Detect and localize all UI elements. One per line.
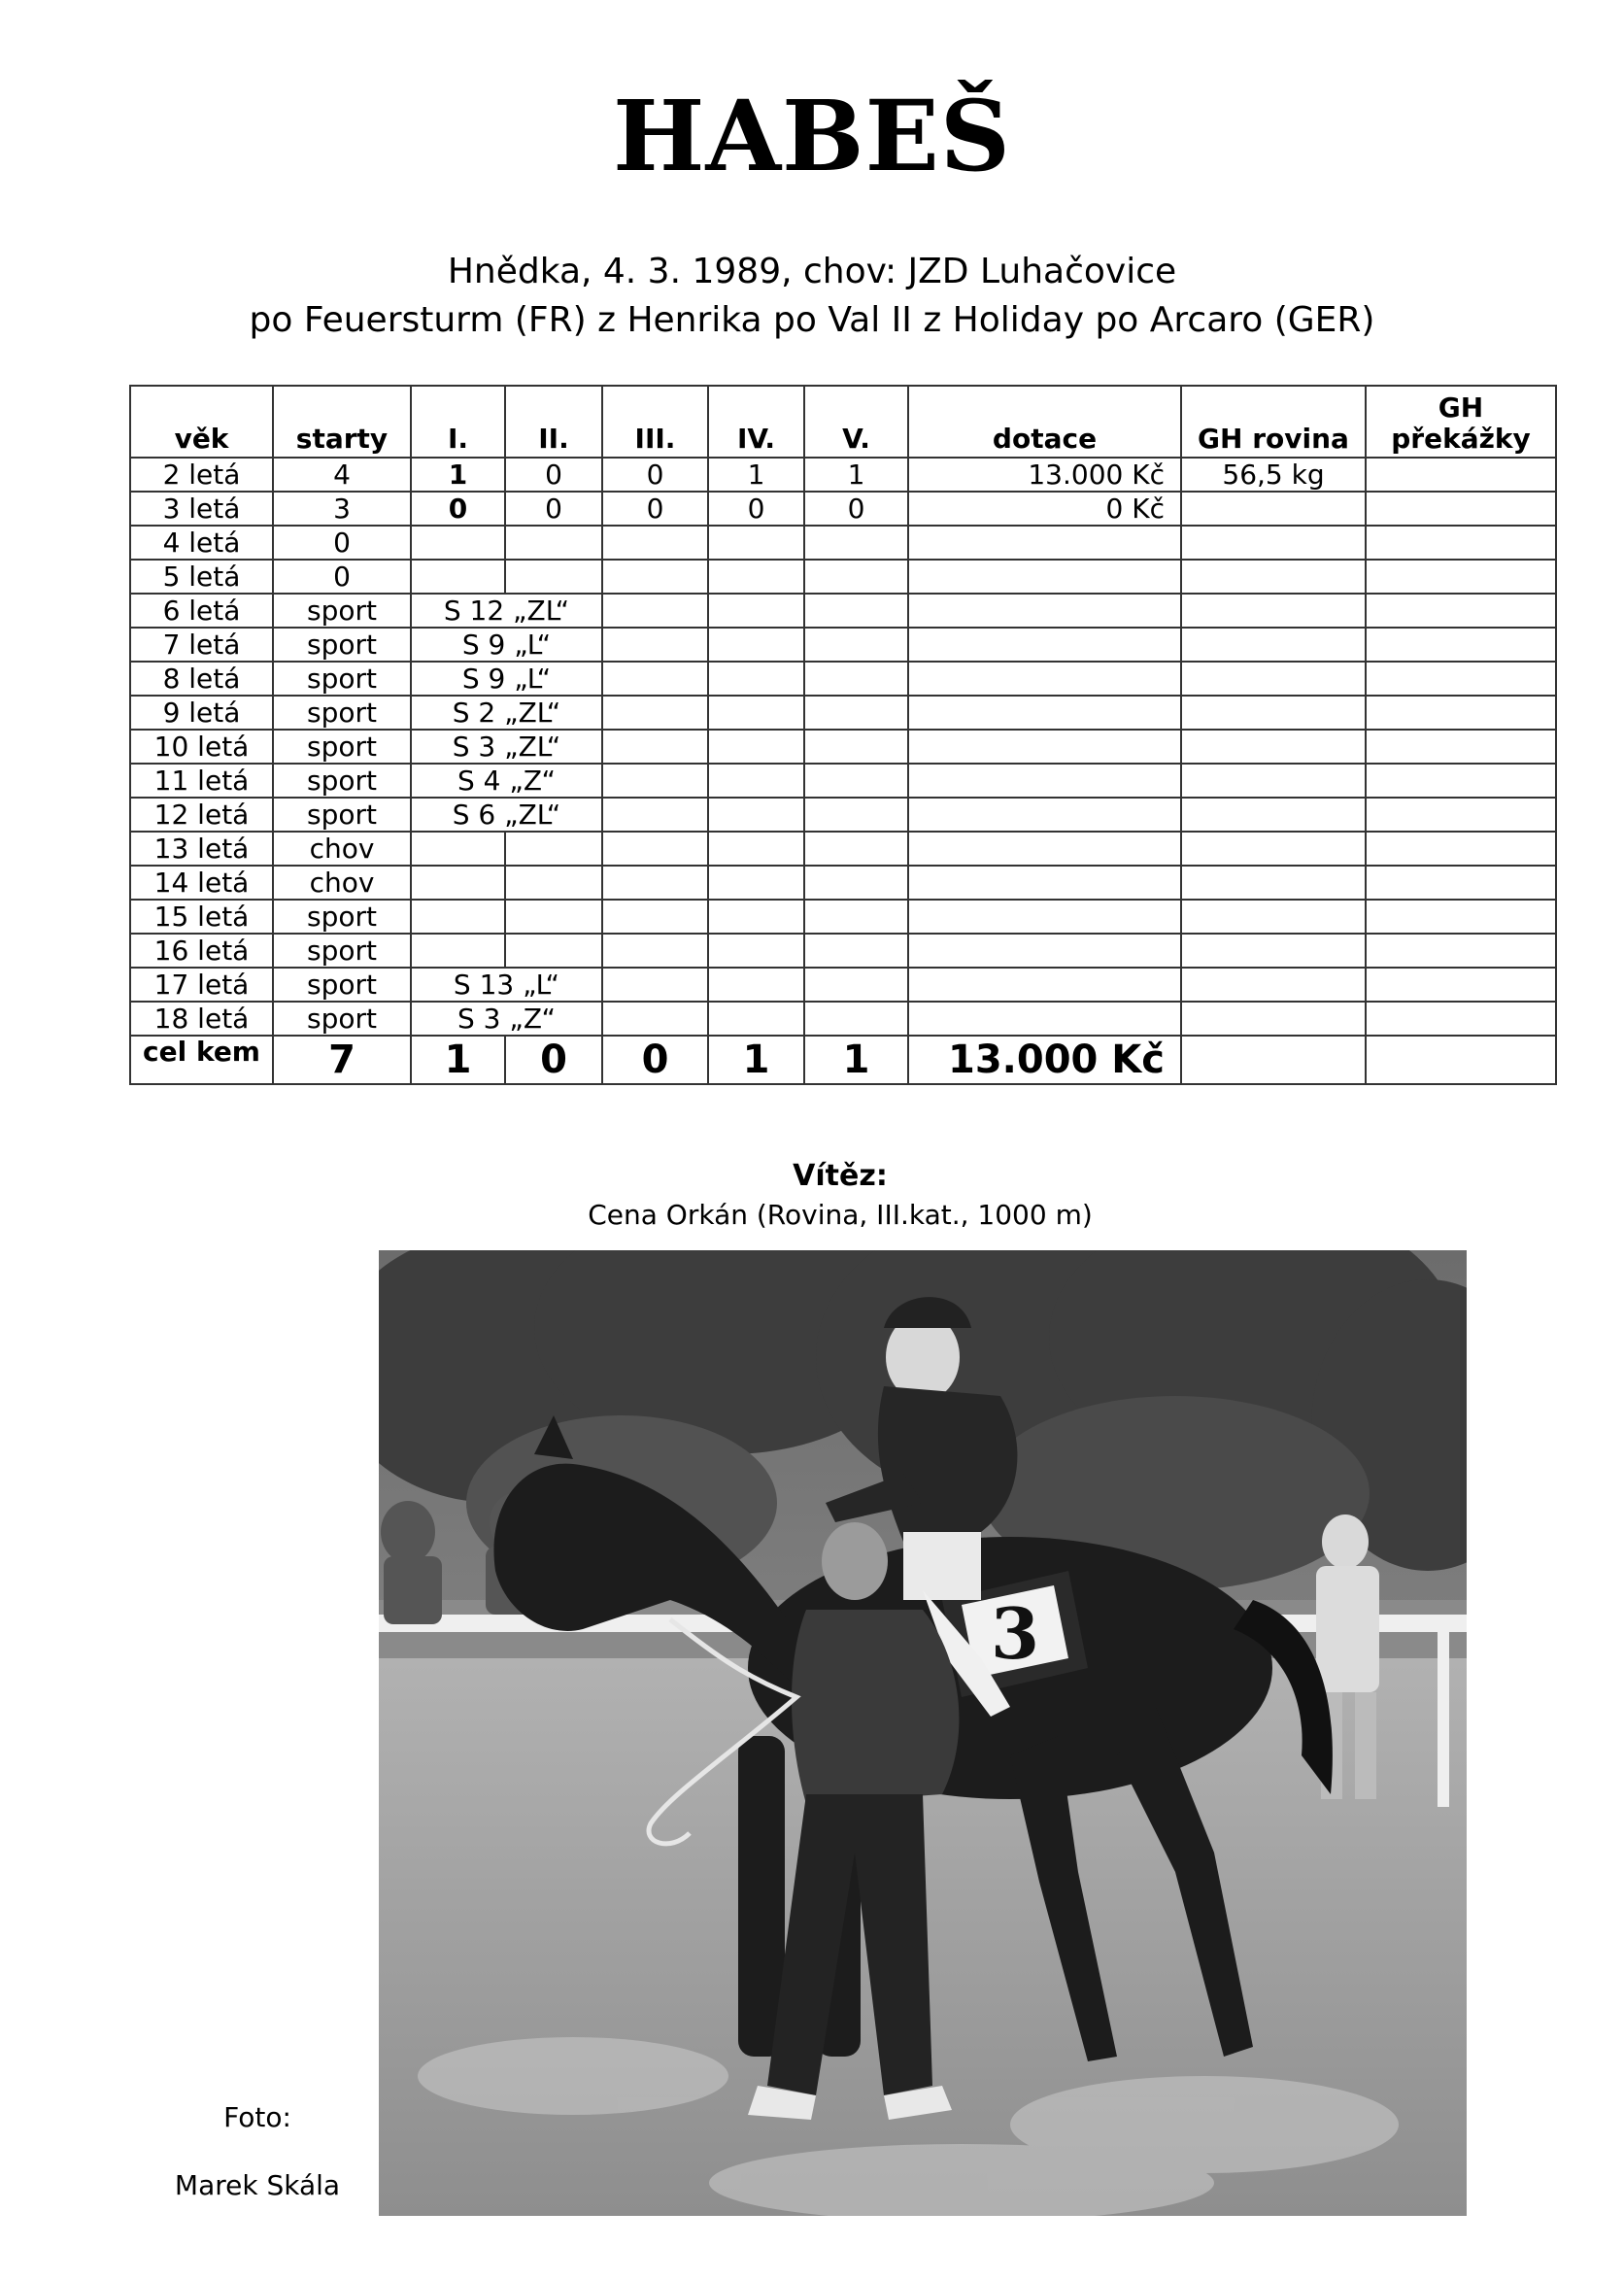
table-row [130,492,1556,526]
cell-place-5 [804,900,908,934]
winner-race: Cena Orkán (Rovina, III.kat., 1000 m) [588,1199,1093,1231]
header-gh-rovina: GH rovina [1181,386,1366,458]
total-label: cel kem [130,1036,273,1084]
total-gh-flat [1181,1036,1366,1084]
cell-place-3 [602,900,708,934]
cell-starts: sport [273,968,411,1002]
cell-place-2 [505,560,602,594]
cell-place-5 [804,866,908,900]
total-place-3: 0 [602,1036,708,1084]
cell-prize [908,560,1181,594]
cell-gh-flat: 56,5 kg [1181,458,1366,492]
cell-sport-result: S 9 „L“ [411,628,602,662]
cell-place-3 [602,934,708,968]
cell-gh-flat [1181,866,1366,900]
total-gh-jump [1366,1036,1556,1084]
cell-age: 4 letá [130,526,273,560]
cell-empty [602,968,708,1002]
table-row [130,662,1556,696]
cell-prize [908,900,1181,934]
cell-starts: 3 [273,492,411,526]
table-header-row [130,386,1556,458]
cell-prize [908,662,1181,696]
cell-empty [708,662,804,696]
cell-prize [908,696,1181,730]
cell-gh-jump [1366,662,1556,696]
cell-place-4 [708,526,804,560]
cell-age: 16 letá [130,934,273,968]
cell-empty [708,594,804,628]
cell-prize [908,526,1181,560]
cell-place-2 [505,866,602,900]
cell-place-5 [804,526,908,560]
cell-place-4 [708,560,804,594]
cell-empty [804,1002,908,1036]
cell-place-2 [505,934,602,968]
header-dotace: dotace [908,386,1181,458]
cell-age: 13 letá [130,832,273,866]
cell-sport-result: S 13 „L“ [411,968,602,1002]
cell-starts: sport [273,900,411,934]
cell-prize [908,798,1181,832]
cell-gh-flat [1181,798,1366,832]
cell-empty [602,764,708,798]
header-place-5: V. [804,386,908,458]
cell-empty [602,696,708,730]
cell-empty [804,594,908,628]
table-row [130,458,1556,492]
cell-age: 8 letá [130,662,273,696]
cell-starts: sport [273,764,411,798]
cell-gh-jump [1366,866,1556,900]
header-gh-prekazky: GH překážky [1366,386,1556,458]
pedigree: po Feuersturm (FR) z Henrika po Val II z Holiday po Arcaro (GER) [249,300,1375,340]
cell-sport-result: S 3 „Z“ [411,1002,602,1036]
table-row [130,968,1556,1002]
cell-gh-jump [1366,764,1556,798]
table-row [130,764,1556,798]
cell-starts: sport [273,934,411,968]
cell-place-2 [505,832,602,866]
cell-age: 18 letá [130,1002,273,1036]
cell-gh-flat [1181,900,1366,934]
cell-empty [602,730,708,764]
cell-prize [908,866,1181,900]
cell-gh-jump [1366,458,1556,492]
cell-place-2 [505,900,602,934]
total-starts: 7 [273,1036,411,1084]
table-body [130,458,1556,1084]
cell-starts: chov [273,866,411,900]
cell-empty [804,968,908,1002]
cell-place-1 [411,832,505,866]
cell-place-1 [411,866,505,900]
cell-empty [708,764,804,798]
header-place-3: III. [602,386,708,458]
cell-place-3: 0 [602,492,708,526]
cell-age: 2 letá [130,458,273,492]
cell-gh-jump [1366,900,1556,934]
cell-place-1 [411,526,505,560]
cell-empty [804,662,908,696]
total-prize: 13.000 Kč [908,1036,1181,1084]
header-starty: starty [273,386,411,458]
cell-gh-jump [1366,968,1556,1002]
cell-gh-flat [1181,764,1366,798]
cell-gh-jump [1366,832,1556,866]
cell-place-5: 0 [804,492,908,526]
cell-place-4: 1 [708,458,804,492]
cell-age: 6 letá [130,594,273,628]
cell-gh-jump [1366,934,1556,968]
cell-place-4: 0 [708,492,804,526]
cell-age: 14 letá [130,866,273,900]
cell-gh-flat [1181,1002,1366,1036]
cell-prize [908,968,1181,1002]
cell-place-4 [708,900,804,934]
cell-age: 17 letá [130,968,273,1002]
cell-place-4 [708,866,804,900]
cell-empty [708,730,804,764]
cell-empty [602,1002,708,1036]
cell-sport-result: S 3 „ZL“ [411,730,602,764]
cell-empty [602,662,708,696]
cell-place-2 [505,526,602,560]
cell-prize [908,832,1181,866]
table-row [130,594,1556,628]
cell-gh-flat [1181,628,1366,662]
table-row [130,628,1556,662]
cell-place-3: 0 [602,458,708,492]
cell-age: 5 letá [130,560,273,594]
cell-empty [804,628,908,662]
cell-gh-flat [1181,968,1366,1002]
cell-place-4 [708,832,804,866]
header-vek: věk [130,386,273,458]
cell-place-4 [708,934,804,968]
results-table [129,385,1557,1085]
cell-gh-jump [1366,526,1556,560]
cell-sport-result: S 9 „L“ [411,662,602,696]
cell-starts: sport [273,628,411,662]
cell-empty [602,594,708,628]
cell-place-3 [602,560,708,594]
cell-starts: sport [273,594,411,628]
table-row [130,730,1556,764]
cell-age: 10 letá [130,730,273,764]
cell-starts: chov [273,832,411,866]
cell-starts: sport [273,798,411,832]
cell-place-1: 0 [411,492,505,526]
cell-gh-flat [1181,696,1366,730]
saddle-number: 3 [990,1592,1040,1675]
cell-gh-flat [1181,526,1366,560]
cell-empty [804,798,908,832]
header-place-4: IV. [708,386,804,458]
cell-gh-flat [1181,662,1366,696]
total-place-5: 1 [804,1036,908,1084]
table-row [130,798,1556,832]
table-row [130,934,1556,968]
total-place-2: 0 [505,1036,602,1084]
table-row [130,1002,1556,1036]
cell-prize [908,934,1181,968]
cell-starts: sport [273,696,411,730]
horse-photo [379,1250,1467,2216]
cell-empty [804,696,908,730]
cell-place-3 [602,866,708,900]
cell-place-3 [602,832,708,866]
table-row [130,560,1556,594]
cell-gh-jump [1366,798,1556,832]
photo-credit-name: Marek Skála [174,2169,341,2201]
cell-starts: sport [273,1002,411,1036]
cell-sport-result: S 12 „ZL“ [411,594,602,628]
cell-empty [804,764,908,798]
cell-sport-result: S 6 „ZL“ [411,798,602,832]
photo-credit-label: Foto: [223,2101,291,2133]
cell-place-5: 1 [804,458,908,492]
cell-gh-jump [1366,1002,1556,1036]
cell-age: 9 letá [130,696,273,730]
cell-age: 11 letá [130,764,273,798]
winner-label: Vítěz: [793,1159,888,1193]
cell-gh-jump [1366,730,1556,764]
cell-empty [708,696,804,730]
cell-sport-result: S 4 „Z“ [411,764,602,798]
cell-place-1 [411,934,505,968]
cell-empty [708,1002,804,1036]
cell-age: 15 letá [130,900,273,934]
cell-starts: 0 [273,526,411,560]
cell-place-1 [411,560,505,594]
cell-starts: 4 [273,458,411,492]
cell-prize [908,1002,1181,1036]
cell-gh-flat [1181,492,1366,526]
cell-gh-jump [1366,560,1556,594]
cell-prize [908,594,1181,628]
cell-prize: 13.000 Kč [908,458,1181,492]
cell-gh-jump [1366,492,1556,526]
cell-place-1: 1 [411,458,505,492]
cell-gh-flat [1181,560,1366,594]
table-row [130,900,1556,934]
cell-gh-jump [1366,696,1556,730]
table-row [130,866,1556,900]
header-place-2: II. [505,386,602,458]
header-place-1: I. [411,386,505,458]
cell-gh-flat [1181,730,1366,764]
cell-empty [708,628,804,662]
cell-gh-jump [1366,628,1556,662]
cell-place-1 [411,900,505,934]
cell-prize [908,764,1181,798]
cell-place-5 [804,832,908,866]
cell-age: 3 letá [130,492,273,526]
total-place-1: 1 [411,1036,505,1084]
cell-gh-flat [1181,594,1366,628]
cell-age: 12 letá [130,798,273,832]
cell-prize: 0 Kč [908,492,1181,526]
cell-empty [602,628,708,662]
table-row [130,526,1556,560]
total-place-4: 1 [708,1036,804,1084]
cell-gh-flat [1181,934,1366,968]
cell-empty [804,730,908,764]
cell-prize [908,628,1181,662]
total-row [130,1036,1556,1084]
cell-place-3 [602,526,708,560]
cell-empty [708,968,804,1002]
cell-starts: sport [273,662,411,696]
cell-gh-flat [1181,832,1366,866]
cell-place-2: 0 [505,458,602,492]
cell-prize [908,730,1181,764]
cell-place-5 [804,560,908,594]
cell-age: 7 letá [130,628,273,662]
horse-description: Hnědka, 4. 3. 1989, chov: JZD Luhačovice [447,252,1177,291]
cell-gh-jump [1366,594,1556,628]
table-row [130,696,1556,730]
cell-place-5 [804,934,908,968]
cell-starts: sport [273,730,411,764]
cell-empty [708,798,804,832]
cell-empty [602,798,708,832]
page-title: HABEŠ [612,79,1012,193]
table-row [130,832,1556,866]
cell-sport-result: S 2 „ZL“ [411,696,602,730]
cell-place-2: 0 [505,492,602,526]
cell-starts: 0 [273,560,411,594]
